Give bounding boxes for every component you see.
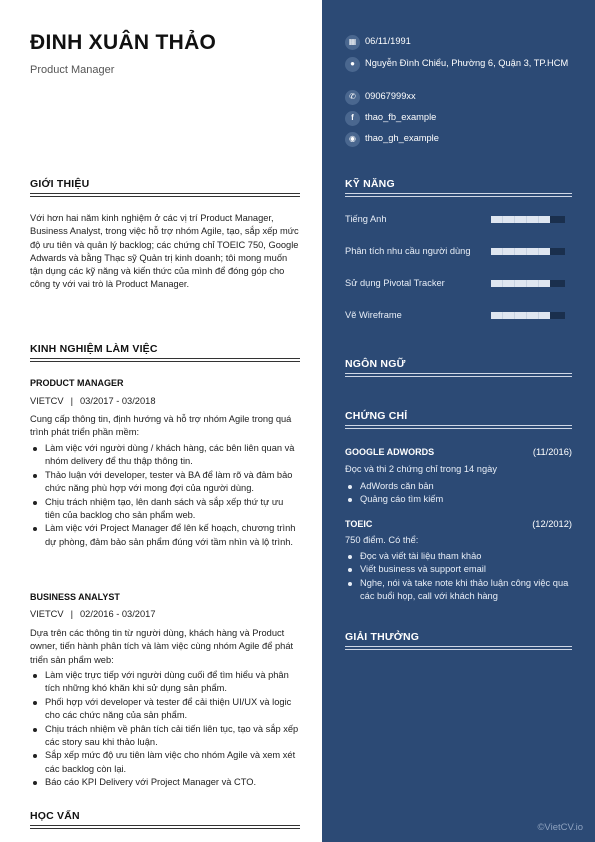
job-company: VIETCV [30, 609, 64, 619]
certificate-name: TOEIC [345, 519, 373, 529]
experience-heading: KINH NGHIỆM LÀM VIỆC [30, 343, 158, 355]
birthday-text: 06/11/1991 [365, 36, 411, 46]
list-item: Báo cáo KPI Delivery với Project Manager và CTO. [30, 776, 300, 789]
address-text: Nguyễn Đình Chiểu, Phường 6, Quận 3, TP.HCM [365, 58, 569, 68]
skill-name: Phân tích nhu cầu người dùng [345, 246, 471, 256]
job-period: 02/2016 - 03/2017 [80, 609, 156, 619]
certificate-desc: Đọc và thi 2 chứng chỉ trong 14 ngày [345, 464, 497, 474]
intro-heading: GIỚI THIỆU [30, 178, 90, 190]
list-item: Thảo luận với developer, tester và BA để làm rõ và đảm bảo chức năng phù hợp với mong đợi của người dùng. [30, 469, 300, 496]
skill-bar [491, 216, 565, 223]
list-item: Làm việc trực tiếp với người dùng cuối để tìm hiểu và phân tích những khó khăn khi sử dụng sản phẩm. [30, 669, 300, 696]
job-meta: VIETCV | 02/2016 - 03/2017 [30, 609, 156, 619]
list-item: Phối hợp với developer và tester để cải thiện UI/UX và logic cho các chức năng của sản phẩm. [30, 696, 300, 723]
list-item: Viết business và support email [345, 563, 570, 576]
job-summary: Cung cấp thông tin, định hướng và hỗ trợ nhóm Agile trong quá trình phát triển phần mềm: [30, 414, 292, 438]
contact-address [345, 57, 575, 72]
job-title: BUSINESS ANALYST [30, 592, 120, 602]
contact-github [345, 132, 565, 147]
certificate-name: GOOGLE ADWORDS [345, 447, 435, 457]
languages-divider [345, 373, 572, 377]
contact-birthday [345, 35, 565, 50]
awards-divider [345, 646, 572, 650]
job-title: PRODUCT MANAGER [30, 378, 124, 388]
certificate-date: (12/2012) [532, 519, 572, 529]
candidate-name: ĐINH XUÂN THẢO [30, 31, 217, 54]
experience-divider [30, 358, 300, 362]
skill-bar [491, 280, 565, 287]
skill-name: Tiếng Anh [345, 214, 387, 224]
list-item: Đọc và viết tài liệu tham khảo [345, 550, 570, 563]
skill-bar-fill [491, 248, 550, 255]
list-item: Sắp xếp mức độ ưu tiên làm việc cho nhóm Agile và xem xét các backlog còn lại. [30, 749, 300, 776]
intro-divider [30, 193, 300, 197]
certificates-heading: CHỨNG CHỈ [345, 410, 408, 422]
list-item: Quảng cáo tìm kiếm [345, 493, 570, 506]
list-item: Làm việc với người dùng / khách hàng, các bên liên quan và nhóm delivery để thu thập thông tin. [30, 442, 300, 469]
job-company: VIETCV [30, 396, 64, 406]
certificates-divider [345, 425, 572, 429]
job-summary: Dựa trên các thông tin từ người dùng, khách hàng và Product owner, tiến hành phân tích và làm việc cùng nhóm Agile để phát triển sản phẩm web: [30, 628, 294, 665]
facebook-icon: f [345, 111, 360, 126]
phone-icon: ✆ [345, 90, 360, 105]
skills-heading: KỸ NĂNG [345, 178, 395, 190]
job-period: 03/2017 - 03/2018 [80, 396, 156, 406]
list-item: Chịu trách nhiệm tạo, lên danh sách và sắp xếp thứ tự ưu tiên của backlog cho sản phẩm web. [30, 496, 300, 523]
skill-bar-fill [491, 312, 550, 319]
skill-bar [491, 312, 565, 319]
calendar-icon: ▦ [345, 35, 360, 50]
education-heading: HỌC VẤN [30, 810, 80, 822]
job-bullets [30, 669, 300, 790]
contact-facebook [345, 111, 565, 126]
list-item: Nghe, nói và take note khi thảo luận công việc qua các buổi họp, call với khách hàng [345, 577, 570, 604]
skill-bar [491, 248, 565, 255]
job-bullets [30, 442, 300, 549]
skill-name: Sử dụng Pivotal Tracker [345, 278, 445, 288]
phone-text: 09067999xx [365, 91, 416, 101]
intro-text: Với hơn hai năm kinh nghiệm ở các vị trí Product Manager, Business Analyst, trong việc hỗ trợ nhóm Agile, tạo, sắp xếp mức độ ưu tiên và quản lý backlog; các chứng chỉ TOEIC 750, Google Adwards và bằng Thạc sỹ Quản trị kinh doanh; tôi mong muốn tận dụng các kỹ năng và kiến thức của mình để đóng góp cho công ty với vai trò là Product Manager. [30, 213, 299, 290]
list-item: Làm việc với Project Manager để lên kế hoạch, chương trình dự phòng, đảm bảo sản phẩm đúng với tầm nhìn và lộ trình. [30, 522, 300, 549]
certificate-desc: 750 điểm. Có thể: [345, 535, 419, 545]
skill-bar-fill [491, 280, 550, 287]
footer-brand[interactable]: ©VietCV.io [537, 822, 583, 833]
certificate-bullets [345, 480, 570, 507]
location-icon: ● [345, 57, 360, 72]
skill-name: Vẽ Wireframe [345, 310, 402, 320]
languages-heading: NGÔN NGỮ [345, 358, 406, 370]
job-meta: VIETCV | 03/2017 - 03/2018 [30, 396, 156, 406]
awards-heading: GIẢI THƯỞNG [345, 631, 420, 643]
github-icon: ◉ [345, 132, 360, 147]
list-item: AdWords căn bản [345, 480, 570, 493]
education-divider [30, 825, 300, 829]
certificate-date: (11/2016) [532, 447, 572, 457]
github-text[interactable]: thao_gh_example [365, 133, 439, 143]
list-item: Chịu trách nhiệm về phân tích cải tiến liên tục, tạo và sắp xếp các story sau khi thảo luận. [30, 723, 300, 750]
skills-divider [345, 193, 572, 197]
skill-bar-fill [491, 216, 550, 223]
contact-phone [345, 90, 565, 105]
candidate-role: Product Manager [30, 64, 115, 76]
certificate-bullets [345, 550, 570, 604]
facebook-text[interactable]: thao_fb_example [365, 112, 437, 122]
